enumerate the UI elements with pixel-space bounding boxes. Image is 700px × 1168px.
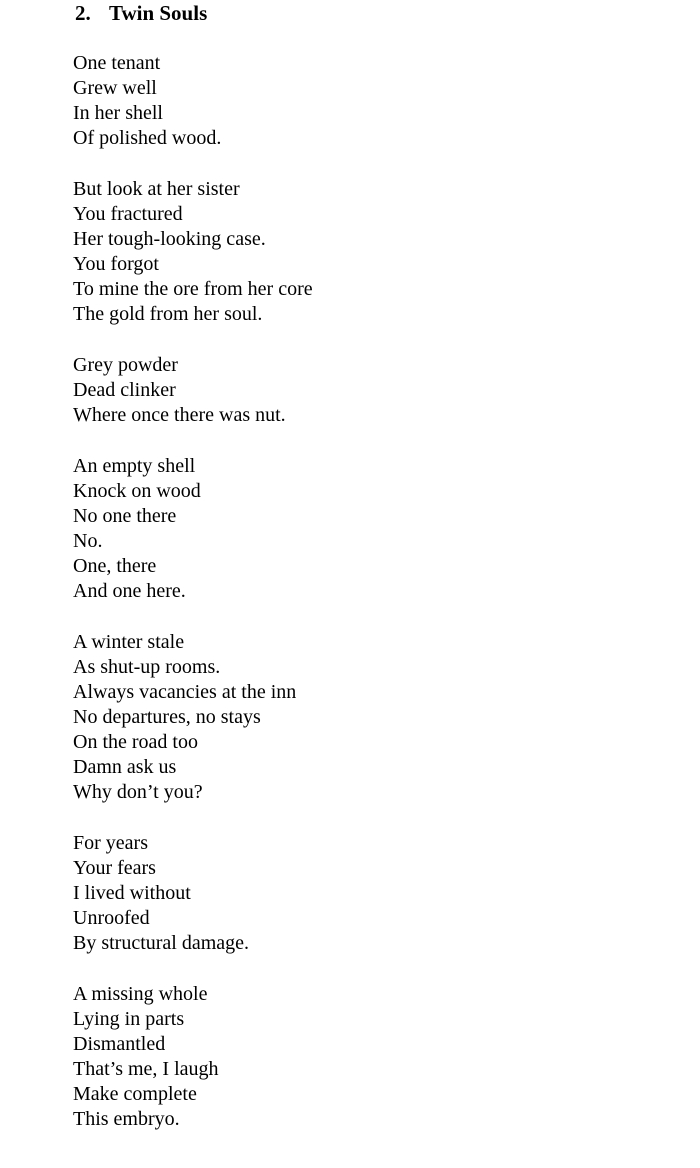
poem-line: That’s me, I laugh xyxy=(73,1058,219,1080)
poem-number: 2. xyxy=(75,1,91,25)
poem-line: Lying in parts xyxy=(73,1008,185,1030)
poem-line: And one here. xyxy=(73,580,186,602)
poem-line: Of polished wood. xyxy=(73,127,222,149)
poem-line: Grew well xyxy=(73,77,157,99)
poem-line: On the road too xyxy=(73,731,198,753)
stanza-7 xyxy=(73,982,673,1132)
stanza-2 xyxy=(73,177,673,327)
poem-line: I lived without xyxy=(73,882,191,904)
poem-line: A winter stale xyxy=(73,631,185,653)
poem-line: No departures, no stays xyxy=(73,706,261,728)
poem-line: No. xyxy=(73,530,103,552)
poem-line: Dead clinker xyxy=(73,379,176,401)
poem-line: One tenant xyxy=(73,52,161,74)
poem-line: You fractured xyxy=(73,203,183,225)
poem-line: As shut-up rooms. xyxy=(73,656,221,678)
poem-line: To mine the ore from her core xyxy=(73,278,313,300)
poem-line: No one there xyxy=(73,505,177,527)
poem-line: By structural damage. xyxy=(73,932,250,954)
poem-line: Knock on wood xyxy=(73,480,201,502)
poem-line: The gold from her soul. xyxy=(73,303,263,325)
poem-line: Dismantled xyxy=(73,1033,166,1055)
stanza-6 xyxy=(73,831,673,956)
poem-line: For years xyxy=(73,832,148,854)
poem-line: Where once there was nut. xyxy=(73,404,286,426)
poem-line: This embryo. xyxy=(73,1108,180,1130)
poem-line: Grey powder xyxy=(73,354,178,376)
poem-line: Damn ask us xyxy=(73,756,177,778)
poem-line: Her tough-looking case. xyxy=(73,228,266,250)
stanza-3 xyxy=(73,353,673,428)
poem-heading xyxy=(73,0,673,25)
poem-line: Why don’t you? xyxy=(73,781,203,803)
poem-line: You forgot xyxy=(73,253,159,275)
poem-line: Make complete xyxy=(73,1083,197,1105)
poem-line: In her shell xyxy=(73,102,163,124)
poem-line: An empty shell xyxy=(73,455,196,477)
poem-title: Twin Souls xyxy=(109,1,208,25)
poem-line: Unroofed xyxy=(73,907,150,929)
poem-line: One, there xyxy=(73,555,157,577)
stanza-4 xyxy=(73,454,673,604)
poem-line: Always vacancies at the inn xyxy=(73,681,297,703)
poem-line: But look at her sister xyxy=(73,178,240,200)
stanza-5 xyxy=(73,630,673,805)
poem-line: A missing whole xyxy=(73,983,208,1005)
poem-page xyxy=(73,0,673,1132)
poem-line: Your fears xyxy=(73,857,156,879)
stanza-1 xyxy=(73,51,673,151)
